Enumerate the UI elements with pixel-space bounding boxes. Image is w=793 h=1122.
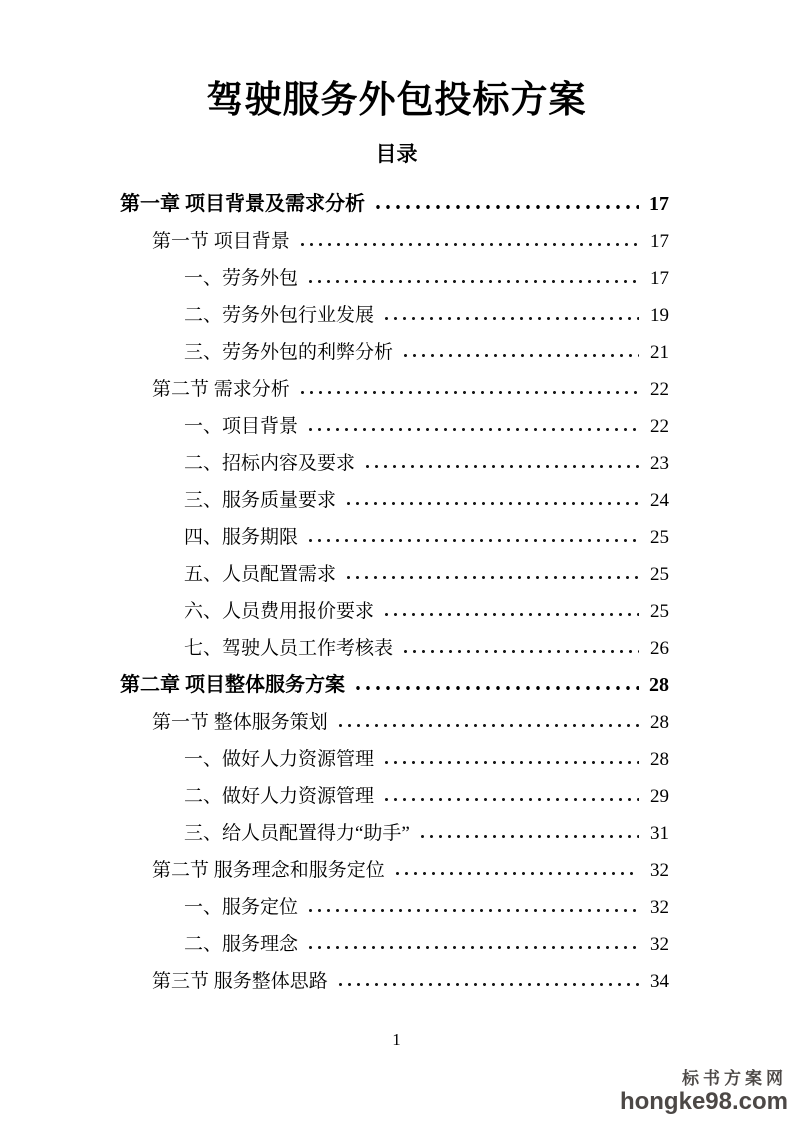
toc-entry-page: 29 — [650, 786, 669, 807]
toc-entry-page: 32 — [650, 860, 669, 881]
dot-leader — [401, 354, 639, 357]
toc-entry — [120, 295, 669, 332]
site-watermark — [620, 1070, 788, 1114]
document-title: 驾驶服务外包投标方案 — [206, 80, 587, 121]
toc-entry — [120, 739, 669, 776]
toc-entry-page: 22 — [650, 379, 669, 400]
toc-entry — [120, 628, 669, 665]
toc-entry — [120, 369, 669, 406]
toc-entry-label: 第二节 需求分析 — [152, 379, 290, 400]
toc-entry-label: 七、驾驶人员工作考核表 — [184, 638, 394, 659]
toc-entry — [120, 665, 669, 702]
toc-entry-label: 二、服务理念 — [184, 934, 299, 955]
toc-entry — [120, 554, 669, 591]
dot-leader — [382, 798, 639, 801]
toc-entry — [120, 406, 669, 443]
toc-entry — [120, 887, 669, 924]
dot-leader — [306, 539, 639, 542]
dot-leader — [298, 391, 639, 394]
toc-entry-label: 三、劳务外包的利弊分析 — [184, 342, 394, 363]
toc-entry — [120, 184, 669, 221]
toc-entry-page: 23 — [650, 453, 669, 474]
dot-leader — [344, 502, 639, 505]
toc-entry-label: 二、招标内容及要求 — [184, 453, 356, 474]
dot-leader — [401, 650, 639, 653]
toc-entry — [120, 924, 669, 961]
toc-entry-page: 17 — [649, 193, 669, 215]
toc-entry-label: 第二章 项目整体服务方案 — [120, 674, 345, 696]
toc-entry-page: 34 — [650, 971, 669, 992]
toc-entry-page: 25 — [650, 601, 669, 622]
dot-leader — [353, 686, 639, 690]
toc-entry-page: 32 — [650, 934, 669, 955]
toc-entry-label: 第一节 项目背景 — [152, 231, 290, 252]
dot-leader — [336, 983, 639, 986]
toc-entry — [120, 332, 669, 369]
toc-entry-label: 第一节 整体服务策划 — [152, 712, 328, 733]
toc-entry — [120, 480, 669, 517]
toc-entry-label: 六、人员费用报价要求 — [184, 601, 375, 622]
toc-entry — [120, 221, 669, 258]
dot-leader — [382, 613, 639, 616]
toc-entry-page: 26 — [650, 638, 669, 659]
toc-entry-label: 三、给人员配置得力“助手” — [184, 823, 410, 844]
toc-entry-page: 25 — [650, 527, 669, 548]
toc-entry-label: 一、服务定位 — [184, 897, 299, 918]
toc-list — [120, 184, 669, 998]
dot-leader — [382, 761, 639, 764]
toc-heading: 目录 — [375, 141, 418, 166]
footer-page-number: 1 — [392, 1030, 401, 1049]
toc-entry-label: 第二节 服务理念和服务定位 — [152, 860, 385, 881]
toc-entry — [120, 591, 669, 628]
toc-entry-page: 24 — [650, 490, 669, 511]
dot-leader — [336, 724, 639, 727]
toc-entry — [120, 258, 669, 295]
toc-entry — [120, 850, 669, 887]
toc-entry-label: 第一章 项目背景及需求分析 — [120, 193, 365, 215]
toc-entry-page: 21 — [650, 342, 669, 363]
toc-entry-label: 一、项目背景 — [184, 416, 299, 437]
dot-leader — [344, 576, 639, 579]
toc-entry-page: 28 — [649, 674, 669, 696]
toc-entry-label: 四、服务期限 — [184, 527, 299, 548]
toc-entry-label: 二、劳务外包行业发展 — [184, 305, 375, 326]
toc-entry — [120, 517, 669, 554]
toc-entry — [120, 443, 669, 480]
toc-entry-label: 第三节 服务整体思路 — [152, 971, 328, 992]
toc-entry-page: 17 — [650, 231, 669, 252]
dot-leader — [298, 243, 639, 246]
toc-entry-page: 19 — [650, 305, 669, 326]
toc-entry-page: 31 — [650, 823, 669, 844]
dot-leader — [306, 280, 639, 283]
toc-entry-page: 28 — [650, 712, 669, 733]
toc-entry — [120, 813, 669, 850]
toc-entry-label: 二、做好人力资源管理 — [184, 786, 375, 807]
watermark-site-url: hongke98.com — [619, 1087, 788, 1115]
toc-entry-page: 22 — [650, 416, 669, 437]
dot-leader — [373, 205, 639, 209]
dot-leader — [306, 946, 639, 949]
toc-entry-page: 17 — [650, 268, 669, 289]
dot-leader — [393, 872, 639, 875]
toc-entry-label: 三、服务质量要求 — [184, 490, 337, 511]
watermark-site-name: 标书方案网 — [682, 1069, 787, 1089]
dot-leader — [363, 465, 639, 468]
dot-leader — [306, 428, 639, 431]
dot-leader — [306, 909, 639, 912]
toc-entry — [120, 702, 669, 739]
dot-leader — [418, 835, 639, 838]
dot-leader — [382, 317, 639, 320]
toc-entry — [120, 776, 669, 813]
toc-entry-label: 一、做好人力资源管理 — [184, 749, 375, 770]
toc-entry — [120, 961, 669, 998]
toc-entry-page: 25 — [650, 564, 669, 585]
toc-entry-label: 五、人员配置需求 — [184, 564, 337, 585]
toc-entry-page: 28 — [650, 749, 669, 770]
toc-entry-label: 一、劳务外包 — [184, 268, 299, 289]
toc-entry-page: 32 — [650, 897, 669, 918]
